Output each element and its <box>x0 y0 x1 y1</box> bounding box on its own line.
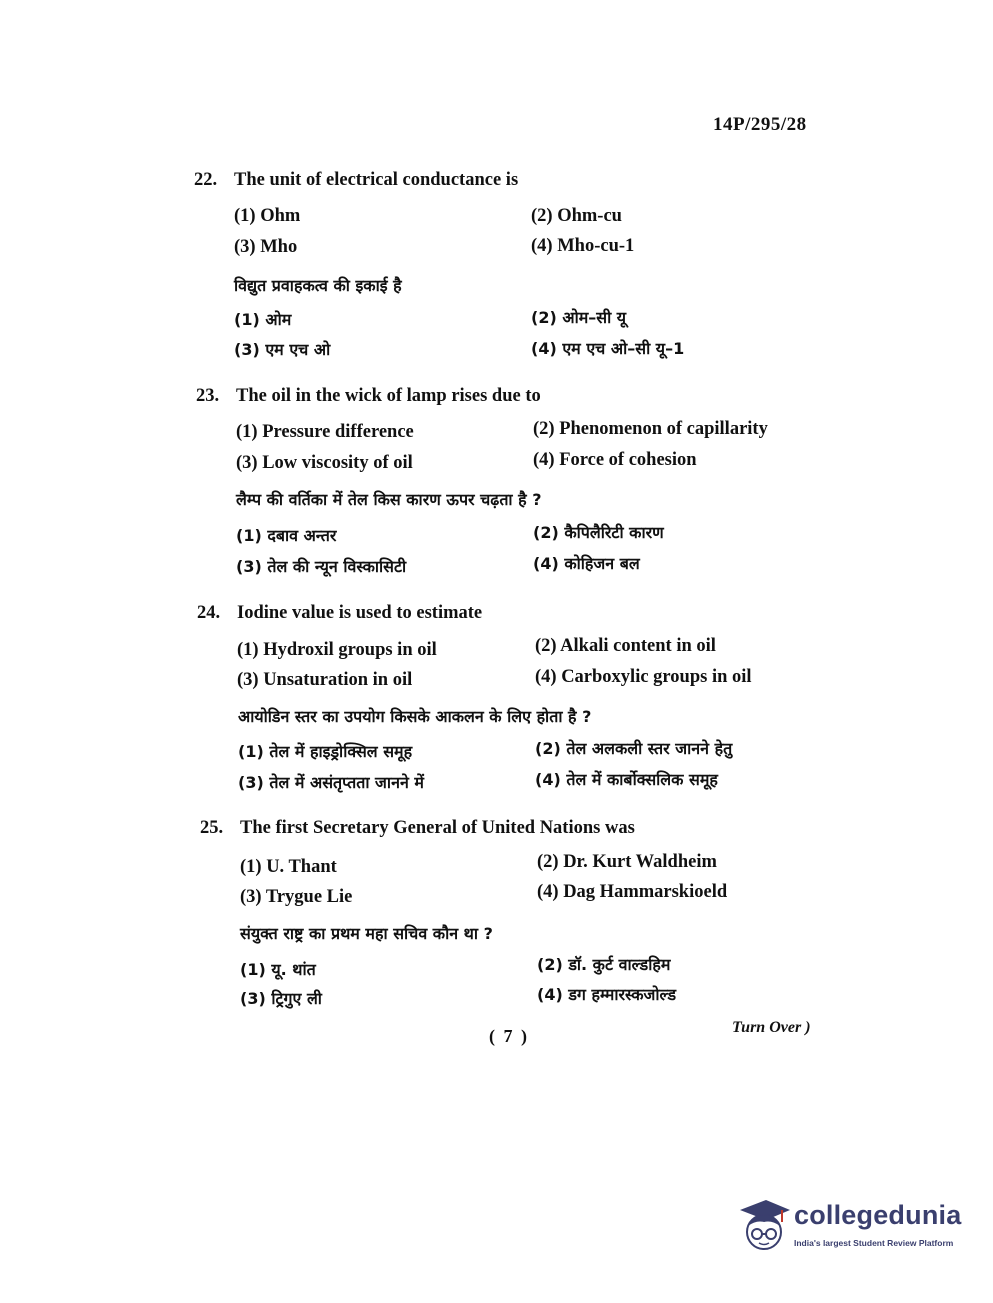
option-en-1: (1) U. Thant <box>240 857 337 877</box>
student-mascot-icon <box>736 1196 792 1256</box>
question-text-en <box>194 170 518 191</box>
option-hi-4: (4) डग हम्मारस्कजोल्ड <box>537 985 677 1004</box>
option-hi-4: (4) एम एच ओ–सी यू–1 <box>531 339 685 358</box>
option-hi-4: (4) कोहिजन बल <box>533 554 640 573</box>
option-hi-1: (1) दबाव अन्तर <box>236 526 337 545</box>
question-number: 25. <box>200 818 224 838</box>
question-text-en <box>196 386 541 407</box>
option-en-4: (4) Force of cohesion <box>533 450 697 470</box>
question-number: 23. <box>196 386 220 406</box>
option-hi-3: (3) ट्रिगुए ली <box>240 989 322 1008</box>
option-hi-2: (2) ओम–सी यू <box>531 308 627 327</box>
option-en-3: (3) Low viscosity of oil <box>236 453 413 473</box>
option-en-1: (1) Hydroxil groups in oil <box>237 640 437 660</box>
option-en-2: (2) Ohm-cu <box>531 206 622 226</box>
option-en-1: (1) Pressure difference <box>236 422 414 442</box>
option-en-3: (3) Unsaturation in oil <box>237 670 413 690</box>
option-en-1: (1) Ohm <box>234 206 301 226</box>
question-text-hi: विद्युत प्रवाहकत्व की इकाई है <box>234 276 402 295</box>
question-number: 24. <box>197 603 221 623</box>
question-text-hi: आयोडिन स्तर का उपयोग किसके आकलन के लिए होता है ? <box>238 707 592 726</box>
question-stem: The first Secretary General of United Nations was <box>240 818 635 838</box>
option-en-2: (2) Phenomenon of capillarity <box>533 419 768 439</box>
option-hi-3: (3) एम एच ओ <box>234 340 331 359</box>
option-hi-1: (1) तेल में हाइड्रोक्सिल समूह <box>238 742 413 761</box>
option-hi-2: (2) कैपिलैरिटी कारण <box>533 523 664 542</box>
collegedunia-logo <box>736 1196 966 1260</box>
option-en-4: (4) Dag Hammarskioeld <box>537 882 728 902</box>
option-en-3: (3) Mho <box>234 237 298 257</box>
option-hi-4: (4) तेल में कार्बोक्सलिक समूह <box>535 770 718 789</box>
question-stem: The unit of electrical conductance is <box>234 170 519 190</box>
question-text-hi: संयुक्त राष्ट्र का प्रथम महा सचिव कौन था ? <box>240 924 493 943</box>
question-stem: The oil in the wick of lamp rises due to <box>236 386 541 406</box>
turn-over-note: Turn Over ) <box>732 1019 811 1036</box>
question-number: 22. <box>194 170 218 190</box>
option-en-2: (2) Dr. Kurt Waldheim <box>537 852 717 872</box>
option-hi-1: (1) ओम <box>234 310 292 329</box>
option-en-4: (4) Mho-cu-1 <box>531 236 635 256</box>
option-hi-2: (2) डॉ. कुर्ट वाल्डहिम <box>537 955 671 974</box>
page-number: ( 7 ) <box>489 1026 529 1046</box>
question-text-en <box>197 603 482 624</box>
option-hi-1: (1) यू. थांत <box>240 960 316 979</box>
paper-code: 14P/295/28 <box>713 114 807 135</box>
option-en-3: (3) Trygue Lie <box>240 887 353 907</box>
brand-tagline: India's largest Student Review Platform <box>794 1238 954 1248</box>
brand-name: collegedunia <box>794 1200 962 1230</box>
option-en-4: (4) Carboxylic groups in oil <box>535 667 752 687</box>
option-hi-3: (3) तेल की न्यून विस्कासिटी <box>236 557 407 576</box>
option-en-2: (2) Alkali content in oil <box>535 636 716 656</box>
option-hi-2: (2) तेल अलकली स्तर जानने हेतु <box>535 739 733 758</box>
question-stem: Iodine value is used to estimate <box>237 603 483 623</box>
question-text-hi: लैम्प की वर्तिका में तेल किस कारण ऊपर चढ़ता है ? <box>236 490 542 509</box>
question-text-en <box>200 818 635 839</box>
option-hi-3: (3) तेल में असंतृप्तता जानने में <box>238 773 424 792</box>
